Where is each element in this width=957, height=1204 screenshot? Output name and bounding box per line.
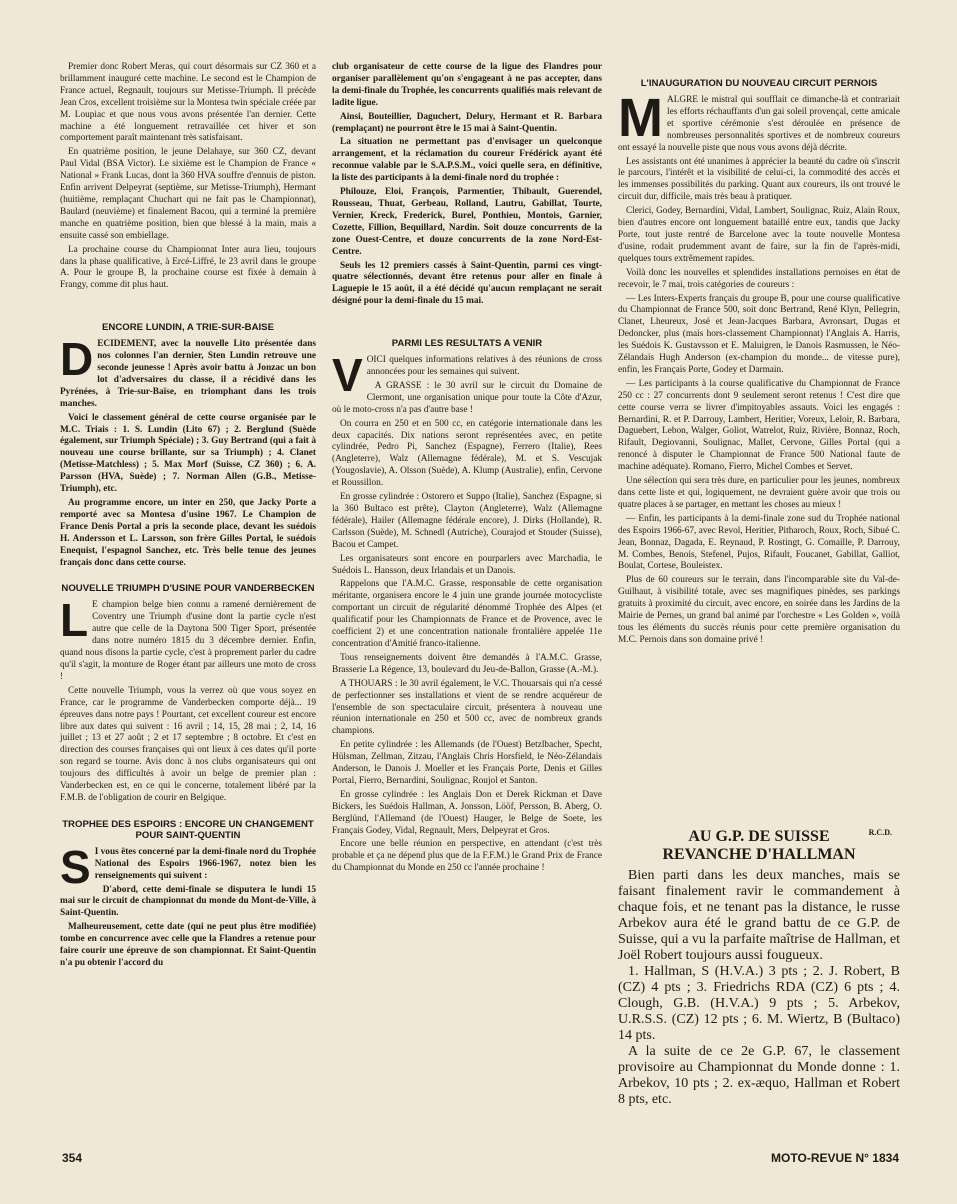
article-paragraph: I vous êtes concerné par la demi-finale nord du Trophée National des Espoirs 1966-1967, notez bien les renseignements qui suivent :	[94, 846, 316, 881]
article-suisse	[618, 828, 900, 1108]
page-number: 354	[62, 1151, 83, 1165]
headline-inauguration: L'INAUGURATION DU NOUVEAU CIRCUIT PERNOIS	[640, 78, 878, 89]
article-paragraph: Ainsi, Bouteillier, Daguchert, Delury, Hermant et R. Barbara (remplaçant) ne pourront être le 15 mai à Saint-Quentin.	[332, 111, 602, 134]
drop-cap: S	[60, 840, 91, 893]
article-paragraph: ALGRE le mistral qui soufflait ce dimanche-là et contrariait les efforts réchauffants d'un gai soleil provençal, cette amicale et sportive cérémonie s'est déroulée en présence de nombreuses personnalités sportives et de nombreux coureurs ont essayé la nouvelle piste que nous vous avons déjà décrite.	[618, 95, 900, 153]
article-espoirs	[60, 840, 316, 970]
article-paragraph: Clerici, Godey, Bernardini, Vidal, Lambert, Soulignac, Ruiz, Alain Roux, bien d'autres encore ont longuement bataillé entre eux, tandis que Jacky Porte, tout juste rentré de Barcelone avec la toute nouvelle Montesa d'usine, rodait prudemment avant de faire, sur la fin de l'après-midi, quelques tours extrêmement rapides.	[618, 206, 900, 264]
article-paragraph: On courra en 250 et en 500 cc, en catégorie internationale dans les deux capacités. Dix nations seront représentées avec, en petite cylindrée, Pedro Pi, Sanchez (Espagne), Ferrero (Italie), Rees (Angleterre), Walz (Allemagne fédérale), M. et S. Vescujak (Yougoslavie), A. Olsson (Suède), A. Klump (Australie), enfin, Cervone et Roussillon.	[332, 418, 602, 489]
article-paragraph: — Enfin, les participants à la demi-finale zone sud du Trophée national des Espoirs 1966-67, avec Revol, Heritier, Pitharoch, Roux, Roch, Sibué C. Jean, Bonnaz, Dagada, E. Reynaud, P. Rostingt, G. Comaille, P. Darrouy, M. Combes, Benois, Stefenel, Pujos, Rifault, Foucanet, Gabillat, Galliot, Boulat, Cortese, Bouleistex.	[618, 513, 900, 572]
magazine-issue: MOTO-REVUE N° 1834	[771, 1151, 899, 1165]
article-paragraph: Les organisateurs sont encore en pourparlers avec Marchadia, le Suédois L. Hansson, deux Irlandais et un Danois.	[332, 553, 602, 576]
article-paragraph: Voilà donc les nouvelles et splendides installations pernoises en état de recevoir, le 7 mai, trois catégories de coureurs :	[618, 267, 900, 290]
article-paragraph: Malheureusement, cette date (qui ne peut plus être modifiée) tombe en concurrence avec celle que la Flandres a retenue pour faire courir une épreuve de son championnat. Et Saint-Quentin n'a pu obtenir l'accord du	[60, 922, 316, 968]
article-paragraph: Plus de 60 coureurs sur le terrain, dans l'incomparable site du Val-de-Guilhaut, à visibilité totale, avec ses magnifiques pinèdes, ses parkings gratuits à proximité du circuit, avec encore, en soirée dans les Jardins de la Mairie de Pernes, un grand bal animé par l'orchestre « Les Golden », voilà tous les éléments du succès réunis pour cette première organisation du M.C. Pernois dans son domaine privé !	[618, 575, 900, 645]
article-paragraph: — Les Inters-Experts français du groupe B, pour une course qualificative du Championnat de France 500, soit donc Bertrand, René Klyn, Pellegrin, Clanet, Lheureux, José et Jean-Jacques Barbara, Avronsart, Dugas et Dedoncker, plus (mais hors-classement Championnat) l'Anglais A. Harris, les Suédois K. Gustavsson et E. Maluigren, le Danois Rasmussen, le Néo-Zélandais Hugh Anderson (ex-champion du monde... de vitesse pure), enfin, les Français Porte, Godey et Darmain.	[618, 293, 900, 375]
standings-paragraph: A la suite de ce 2e G.P. 67, le classement provisoire au Championnat du Monde donne : 1. Arbekov, 10 pts ; 2. ex-æquo, Hallman et Robert 8 pts, etc.	[618, 1044, 900, 1107]
article-paragraph: Rappelons que l'A.M.C. Grasse, responsable de cette organisation méritante, organisera encore le 4 juin une grande journée motocycliste comportant un circuit de régularité dénommé Trophée des Alpes (et qualificatif pour les Championnats de France et de Provence, avec le coefficient 2) et une concentration nationale frontalière appelée 11e concentration d'Amitié franco-italienne.	[332, 579, 602, 649]
headline-line-1: AU G.P. DE SUISSE	[688, 828, 830, 845]
article-paragraph: A THOUARS : le 30 avril également, le V.C. Thouarsais qui n'a cessé de perfectionner ses installations et vient de se rendre acquéreur de l'ensemble de son spectaculaire circuit, présentera à nouveau une réunion internationale en 250 et 500 cc, avec de nombreux grands champions.	[332, 678, 602, 737]
article-paragraph: Les assistants ont été unanimes à apprécier la beauté du cadre où s'inscrit le parcours, l'intérêt et la visibilité de celui-ci, la commodité des accès et les immenses possibilités du parking. Quant aux coureurs, ils ont trouvé le circuit dur, difficile, mais très beau à pratiquer.	[618, 156, 900, 203]
article-paragraph: — Les participants à la course qualificative du Championnat de France 250 cc : 27 concurrents dont 9 seulement seront retenus ! C'est dire que cette course verra se livrer d'impitoyables assauts. Voici les engagés : Bernardini, R. et P. Darrouy, Lambert, Heritier, Voreux, Leloir, R. Barbara, Daguebert, Lebon, Walger, Goliot, Watrelot, Ruiz, Rivière, Bonnaz, Roch, Rifault, Degiovanni, Soulignac, Mallet, Cervone, Gilles Portal (qui a renoncé à disputer le Championnat de France 500 National faute de machine adéquate). Romano, Fierro, Michel Combes et Servet.	[618, 378, 900, 473]
article-paragraph: Cette nouvelle Triumph, vous la verrez où que vous soyez en France, car le programme de Vanderbecken comporte déjà... 19 épreuves dans notre pays ! Pourtant, cet excellent coureur est encore libre aux dates qui suivent : 16 avril ; 14, 15, 28 mai ; 2, 14, 16 juillet ; 13 et 27 août ; 2 et 17 septembre ; 8 octobre. Et c'est en direction des courses françaises qui ont lieux à ces dates qu'il porte son regard se tourne. Avis donc à nos clubs organisateurs qui ont toujours des difficultés à avoir un belge de premier plan : Vanderbecken est, en ce qui le concerne, totalement libéré par la F.M.B. de l'obligation de courir en Belgique.	[60, 685, 316, 803]
headline-espoirs: TROPHEE DES ESPOIRS : ENCORE UN CHANGEMENT POUR SAINT-QUENTIN	[62, 818, 314, 841]
suisse-body	[618, 868, 900, 1108]
headline-lundin: ENCORE LUNDIN, A TRIE-SUR-BAISE	[102, 322, 274, 334]
article-triumph	[60, 594, 316, 804]
column-2	[332, 62, 602, 877]
article-paragraph: Philouze, Eloi, François, Parmentier, Thibault, Guerendel, Rousseau, Thuat, Gerbeau, Rolland, Lautru, Gabillat, Tourte, Vernier, Kreck, Frederick, Burel, Ponthieu, Montois, Garnier, Cozette, Fillion, Bequillard, Nardin. Soit douze concurrents de la zone Ouest-Centre, et douze concurrents de la zone Nord-Est-Centre.	[332, 187, 602, 257]
results-paragraph: 1. Hallman, S (H.V.A.) 3 pts ; 2. J. Robert, B (CZ) 4 pts ; 3. Friedrichs RDA (CZ) 6 pts ; 4. Clough, G.B. (H.V.A.) 9 pts ; 5. Arbekov, U.R.S.S. (CZ) 12 pts ; 6. M. Wiertz, B (Bultaco) 14 pts.	[618, 964, 900, 1043]
headline-line-2: REVANCHE D'HALLMAN	[662, 846, 856, 863]
article-paragraph: La situation ne permettant pas d'envisager un quelconque arrangement, et la réclamation du coureur Frédérick ayant été reconnue valable par le S.A.P.S.M., voici quelle sera, en définitive, la liste des participants à la demi-finale nord du trophée :	[332, 137, 602, 184]
article-paragraph: OICI quelques informations relatives à des réunions de cross annoncées pour les semaines qui suivent.	[366, 355, 602, 378]
article-paragraph: Tous renseignements doivent être demandés à l'A.M.C. Grasse, Brasserie La Régence, 13, boulevard du Jeu-de-Ballon, Grasse (A.-M.).	[332, 652, 602, 675]
article-paragraph: En grosse cylindrée : les Anglais Don et Derek Rickman et Dave Bickers, les Suédois Hallman, A. Jonsson, Lööf, Persson, B. Aberg, O. Berglünd, l'Allemand (de l'Ouest) Hauger, le Belge de Soete, les Français Godey, Vidal, Regnault, Mers, Delpeyrat et Gros.	[332, 789, 602, 836]
article-paragraph: Encore une belle réunion en perspective, en attendant (c'est très probable et ça ne dépend plus que de la F.F.M.) le Grand Prix de France du Championnat du Monde en 250 cc l'année prochaine !	[332, 839, 602, 874]
article-paragraph: E champion belge bien connu a ramené dernièrement de Coventry une Triumph d'usine dont la partie cycle n'est autre que celle de la Daytona 500 Tiger Sport, présentée dans notre numéro 1815 du 3 décembre dernier. Enfin, quand nous disons la partie cycle, c'est à proprement parler du cadre qu'il s'agit, la monture de Roger étant par ailleurs une moto de cross !	[60, 600, 316, 682]
article-paragraph: Au programme encore, un inter en 250, que Jacky Porte a remporté avec sa Montesa d'usine 1967. Le Champion de France Denis Portal a pris la seconde place, devant les suédois H. Andersson et L. Larsson, son frère Gilles Portal, le suédois Enequist, l'espagnol Sanchez, etc. Très belle tenue des jeunes français donc dans cette course.	[60, 498, 316, 568]
article-paragraph: En quatrième position, le jeune Delahaye, sur 360 CZ, devant Paul Vidal (BSA Victor). Le sixième est le Champion de France « National » Frank Lucas, dont la 360 HVA souffre d'ennuis de piston. Enfin arrivent Delpeyrat (septième, sur Metisse-Triumph), Hermant (huitième, remplaçant Chuchart qui ne fait pas le Championnat), Baulard (neuvième) et finalement Bacou, qui a terminé la première manche en quatrième position, bien que blessé à la main, mais a ensuite cassé son embiellage.	[60, 147, 316, 241]
article-paragraph: Bien parti dans les deux manches, mais se faisant finalement ravir le commandement à chaque fois, et ne tenant pas la distance, le russe Arbekov aura été le grand battu de ce G.P. de Suisse, qui a vu la parfaite maîtrise de Hallman, et Joël Robert toujours aussi fougueux.	[618, 868, 900, 963]
drop-cap: M	[618, 88, 663, 148]
headline-parmi: PARMI LES RESULTATS A VENIR	[391, 338, 543, 350]
article-lundin	[60, 333, 316, 569]
article-paragraph: Premier donc Robert Meras, qui court désormais sur CZ 360 et a brillamment inauguré cette machine. Le second est le Champion de France actuel, Regnault, toujours sur Metisse-Triumph. Il précède Jean Cros, excellent troisième sur la Montesa twin spéciale créée par M. Loupiac et que nous vous avons présentée l'an dernier. Cette machine a été longuement retravaillée cet hiver et son comportement paraît maintenant très satisfaisant.	[60, 62, 316, 144]
drop-cap: L	[60, 594, 89, 647]
article-parmi	[332, 349, 602, 875]
article-inauguration	[618, 88, 900, 647]
article-paragraph: En petite cylindrée : les Allemands (de l'Ouest) Betzlbacher, Specht, Hülsman, Zellman, Zitzau, l'Anglais Chris Horsfield, le Néo-Zélandais Anderson, le Danois J. Moeller et les Français Porte, Denis et Gilles Portal, Fierro, Bernardini, Soulignac, Roujol et Santon.	[332, 740, 602, 786]
drop-cap: V	[332, 349, 363, 402]
article-paragraph: ECIDEMENT, avec la nouvelle Lito présentée dans nos colonnes l'an dernier, Sten Lundin retrouve une seconde jeunesse ! Après avoir battu à Jonzac un bon lot d'adversaires du classe, il a récidivé dans les Pyrénées, à Trie-sur-Baïse, en triomphant dans les trois manches.	[60, 339, 316, 409]
article-paragraph: D'abord, cette demi-finale se disputera le lundi 15 mai sur le circuit de championnat du monde du Mont-de-Ville, à Saint-Quentin.	[60, 884, 316, 919]
headline-triumph: NOUVELLE TRIUMPH D'USINE POUR VANDERBECKEN	[61, 583, 315, 595]
article-paragraph: club organisateur de cette course de la ligue des Flandres pour organiser parallèlement qu'on s'engageant à ne pas accepter, dans la demi-finale du Trophée, les concurrents qualifiés mais relevant de ladite ligue.	[332, 62, 602, 108]
article-paragraph: La prochaine course du Championnat Inter aura lieu, toujours dans la phase qualificative, à Ercé-Liffré, le 23 avril dans le groupe A. Pour le groupe B, la prochaine course est fixée à demain à Frangy, comme dit plus haut.	[60, 244, 316, 291]
article-paragraph: Une sélection qui sera très dure, en particulier pour les jeunes, nombreux dans cette liste et qui, logiquement, ne devraient guère avoir que trois ou quatre places à se partager, en mettant les choses au mieux !	[618, 476, 900, 510]
article-paragraph: Voici le classement général de cette course organisée par le M.C. Triais : 1. S. Lundin (Lito 67) ; 2. Berglund (Suède également, sur Triumph Spéciale) ; 3. Guy Bertrand (qui a fait à nouveau une course brillante, sur sa Triumph) ; 4. Clanet (Metisse-Matchless) ; 5. Max Morf (Suisse, CZ 360) ; 6. A. Parsson (HVA, Suède) ; 7. Norman Allen (G.B., Metisse-Triumph), etc.	[60, 412, 316, 495]
headline-suisse	[618, 828, 900, 864]
author-credit: R.C.D.	[868, 828, 892, 837]
article-paragraph: En grosse cylindrée : Ostorero et Suppo (Italie), Sanchez (Espagne, si la 360 Bultaco est prête), Clayton (Angleterre), Walz (Allemagne fédérale), Hailer (Allemagne fédérale encore), J. Dirks (Hollande), R. Carlsson (Suède), M. Schnedl (Autriche), Courajod et Stouder (Suisse), Bacou et Campet.	[332, 492, 602, 550]
article-paragraph: Seuls les 12 premiers cassés à Saint-Quentin, parmi ces vingt-quatre sélectionnés, devant être retenus pour aller en finale à Laguepie le 15 août, il a été décidé qu'aucun remplaçant ne serait désigné pour la demi-finale du 15 mai.	[332, 260, 602, 307]
column-1	[60, 62, 316, 972]
drop-cap: D	[60, 333, 94, 386]
column-3	[618, 78, 900, 649]
article-paragraph: A GRASSE : le 30 avril sur le circuit du Domaine de Clermont, une organisation unique pour toute la Côte d'Azur, où le moto-cross n'a pas d'autre base !	[332, 380, 602, 415]
